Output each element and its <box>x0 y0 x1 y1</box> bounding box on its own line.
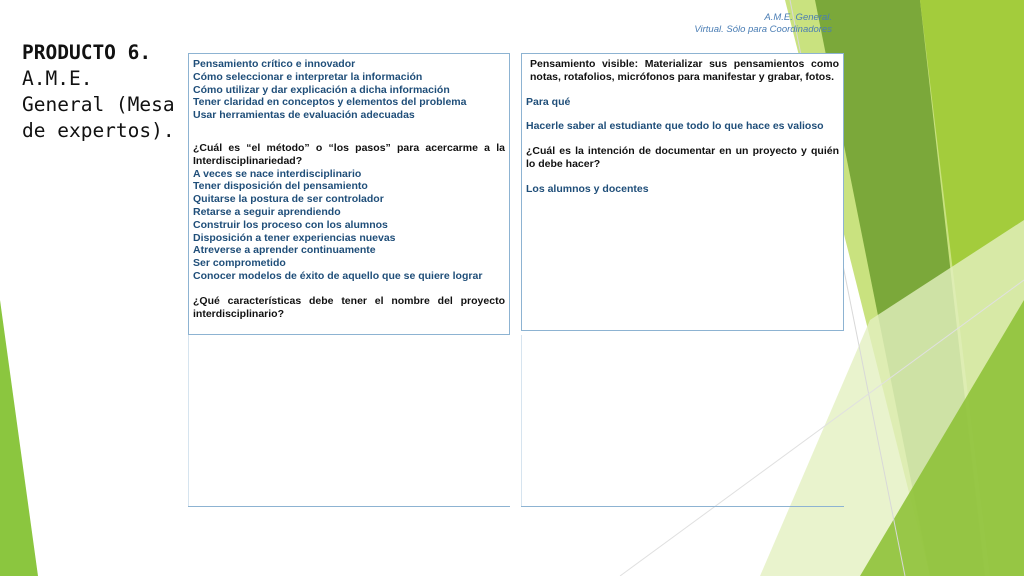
list-item: Retarse a seguir aprendiendo <box>193 205 341 218</box>
title-line-1: PRODUCTO 6. <box>22 41 152 64</box>
header-note <box>694 12 832 36</box>
list-item: Conocer modelos de éxito de aquello que se quiere lograr <box>193 269 483 282</box>
list-item: Disposición a tener experiencias nuevas <box>193 231 396 244</box>
question-purpose: Para qué <box>526 95 571 108</box>
title-line-2: A.M.E. <box>22 67 93 90</box>
right-text-panel <box>521 53 844 331</box>
list-item: Construir los proceso con los alumnos <box>193 218 388 231</box>
list-item: Ser comprometido <box>193 257 286 270</box>
list-item: Cómo seleccionar e interpretar la información <box>193 70 423 83</box>
right-panel-extension-edge <box>521 335 522 506</box>
list-item: Tener disposición del pensamiento <box>193 180 368 193</box>
answer-purpose: Hacerle saber al estudiante que todo lo que hace es valioso <box>526 120 824 133</box>
list-item: Cómo utilizar y dar explicación a dicha información <box>193 83 450 96</box>
question-project-name: ¿Qué características debe tener el nombre del proyecto interdisciplinario? <box>193 294 505 320</box>
left-text-panel <box>188 53 510 335</box>
visible-thinking-intro: Pensamiento visible: Materializar sus pensamientos como notas, rotafolios, micrófonos para manifestar y grabar, fotos. <box>530 58 839 83</box>
list-item: Quitarse la postura de ser controlador <box>193 193 384 206</box>
header-line-1: A.M.E. General. <box>764 12 832 23</box>
question-method: ¿Cuál es “el método” o “los pasos” para acercarme a la Interdisciplinariedad? <box>193 141 505 167</box>
question-documentation: ¿Cuál es la intención de documentar en un proyecto y quién lo debe hacer? <box>526 145 839 170</box>
title-line-3: General (Mesa <box>22 93 175 116</box>
header-line-2: Virtual. Sólo para Coordinadores <box>694 24 832 35</box>
left-green-triangle <box>0 300 38 576</box>
page-title <box>22 40 182 144</box>
answer-documentation: Los alumnos y docentes <box>526 182 649 195</box>
right-panel-bottom-line <box>521 506 844 507</box>
list-item: Pensamiento crítico e innovador <box>193 58 356 70</box>
left-panel-extension-edge <box>188 335 189 506</box>
title-line-4: de expertos). <box>22 119 175 142</box>
list-item: Atreverse a aprender continuamente <box>193 244 376 257</box>
list-item: Tener claridad en conceptos y elementos del problema <box>193 96 467 109</box>
list-item: Usar herramientas de evaluación adecuadas <box>193 109 415 122</box>
list-item: A veces se nace interdisciplinario <box>193 167 362 180</box>
left-panel-bottom-line <box>188 506 510 507</box>
